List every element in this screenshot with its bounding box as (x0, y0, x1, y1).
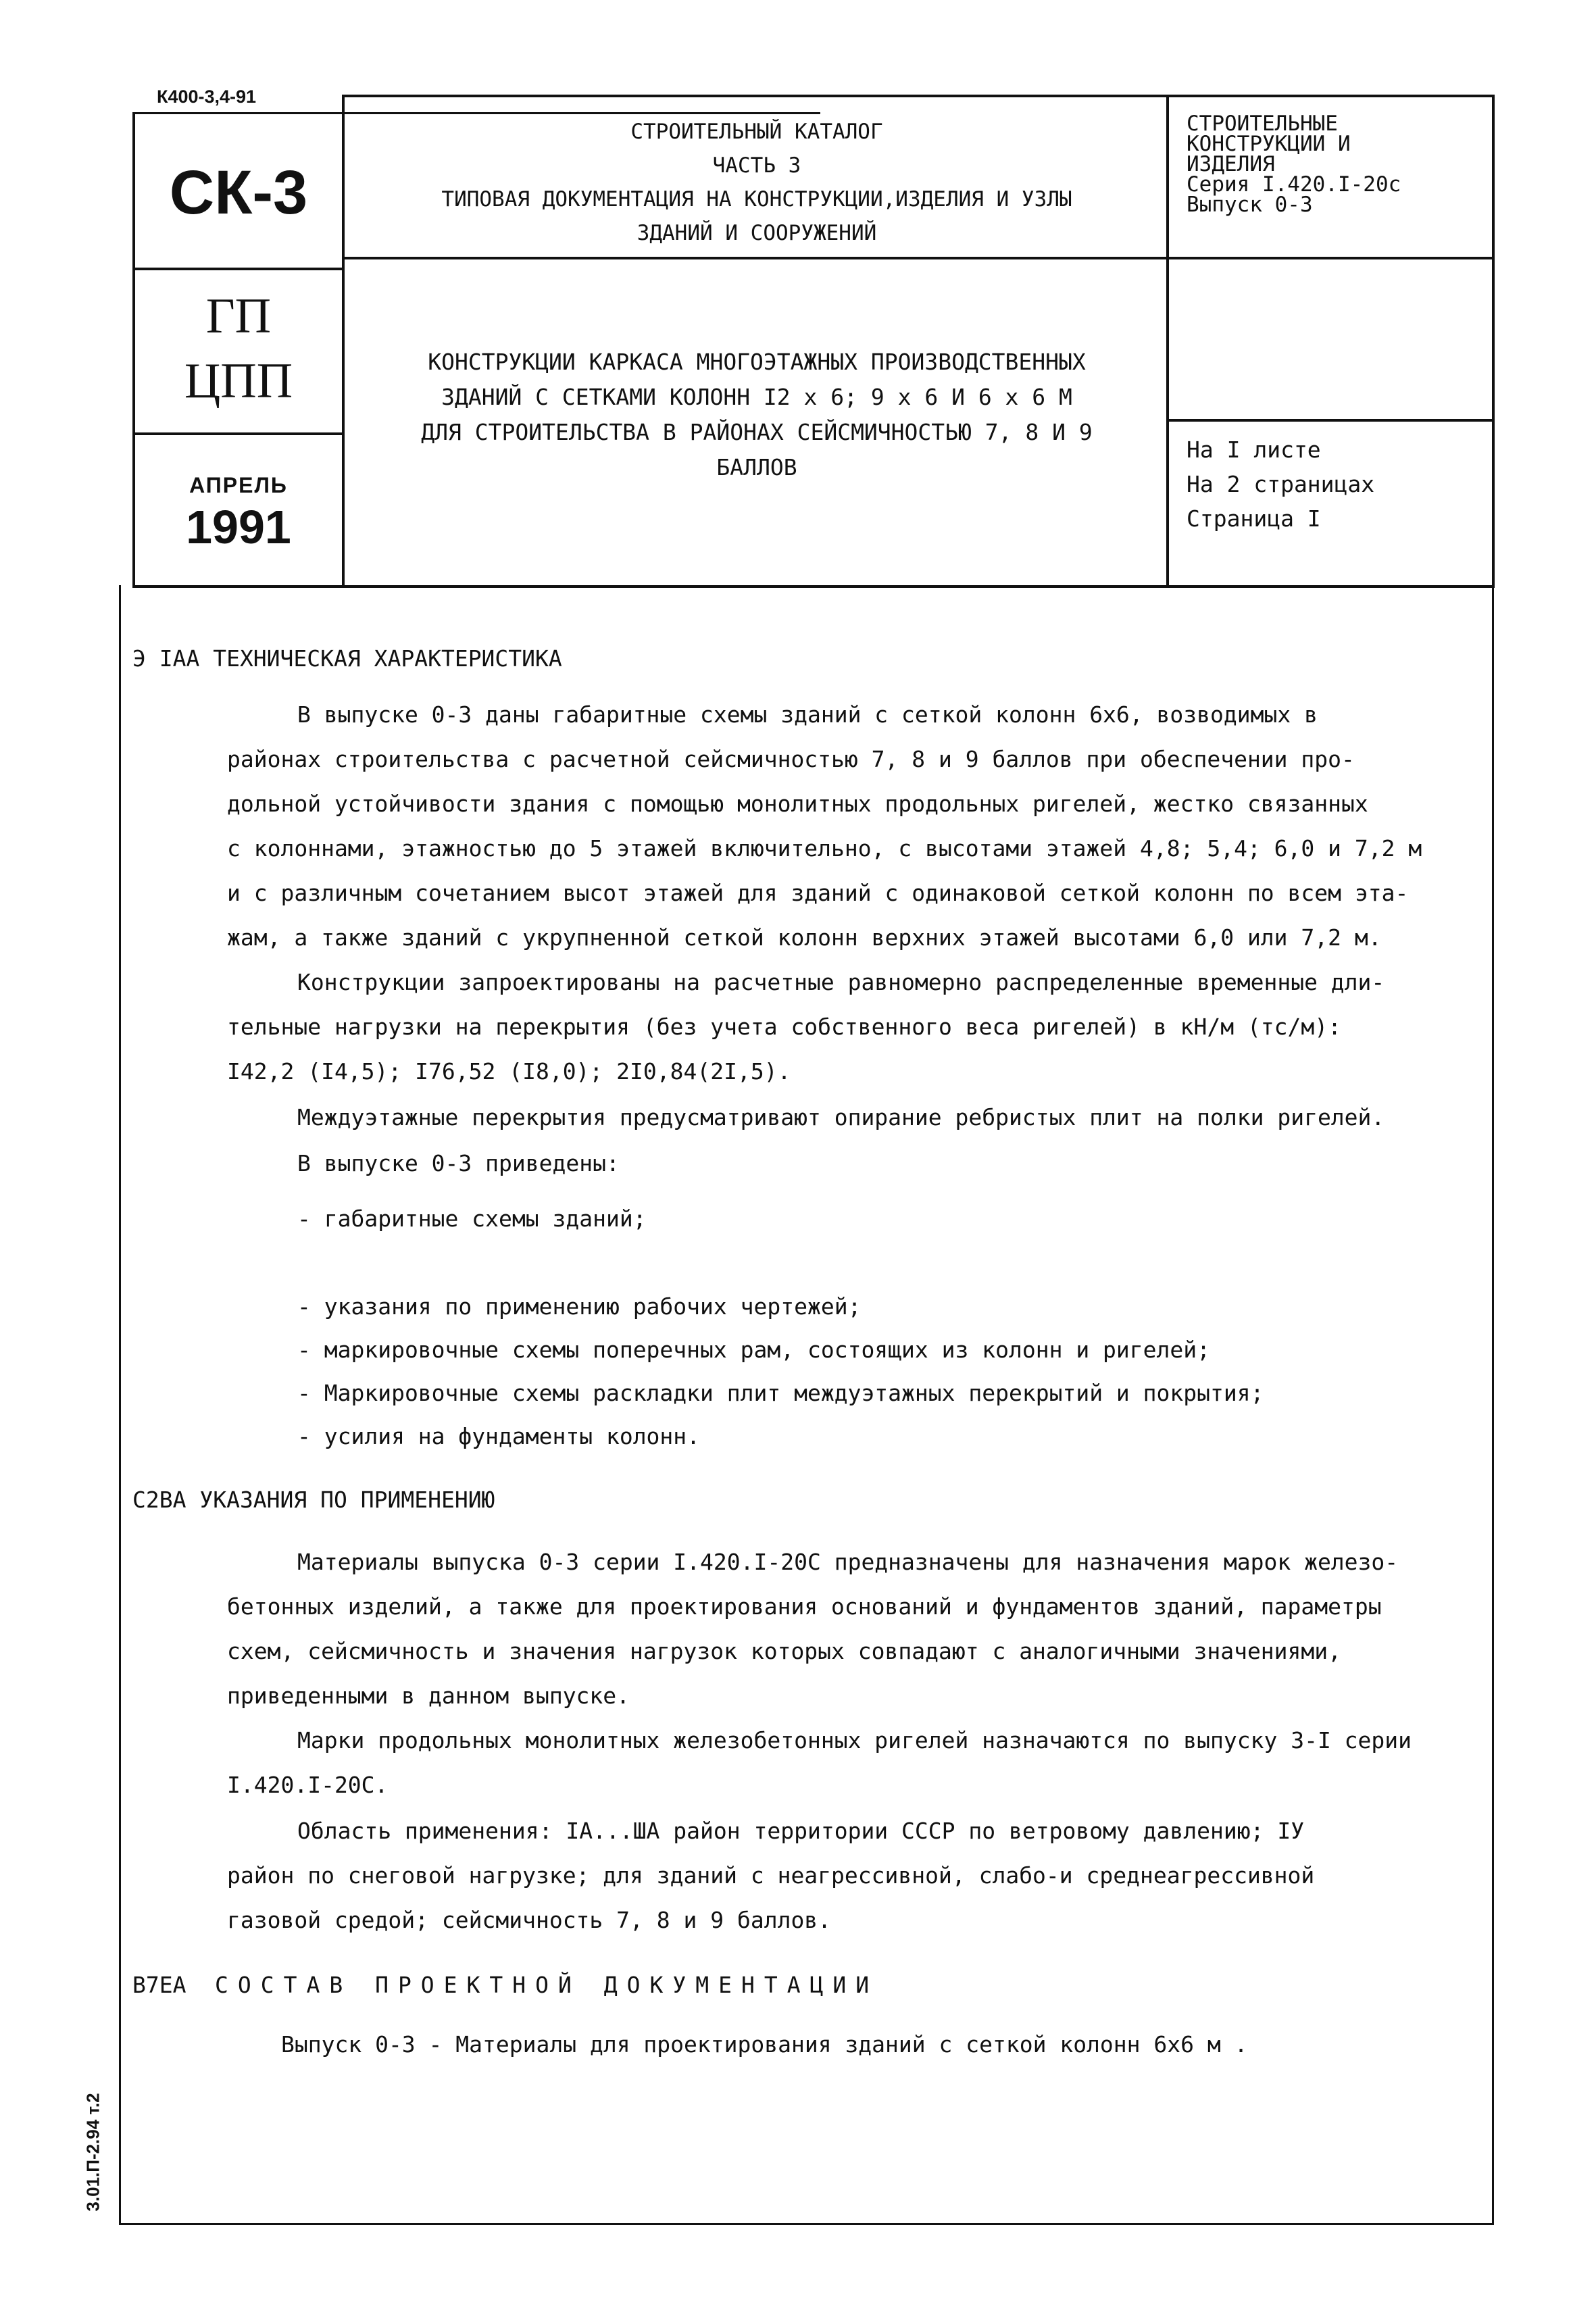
paragraph-line: район по снеговой нагрузке; для зданий с неагрессивной, слабо-и среднеагрессивной (227, 1862, 1315, 1889)
list-item: - усилия на фундаменты колонн. (297, 1423, 701, 1449)
paragraph-line: бетонных изделий, а также для проектирования оснований и фундаментов зданий, параметры (227, 1593, 1382, 1620)
paragraph-line: Междуэтажные перекрытия предусматривают опирание ребристых плит на полки ригелей. (297, 1104, 1385, 1130)
series-line: КОНСТРУКЦИИ И (1187, 132, 1351, 156)
paragraph-line: тельные нагрузки на перекрытия (без учета собственного веса ригелей) в кН/м (тс/м): (227, 1014, 1342, 1040)
sheet-line: На I листе (1187, 437, 1321, 463)
organization-line: ЦПП (184, 353, 293, 409)
section-title-technical: Э IАА ТЕХНИЧЕСКАЯ ХАРАКТЕРИСТИКА (132, 645, 562, 672)
section-title-usage: С2ВА УКАЗАНИЯ ПО ПРИМЕНЕНИЮ (132, 1487, 495, 1513)
paragraph-line: Марки продольных монолитных железобетонных ригелей назначаются по выпуску 3-I серии (297, 1727, 1412, 1753)
paragraph-line: районах строительства с расчетной сейсмичностью 7, 8 и 9 баллов при обеспечении про- (227, 746, 1355, 772)
catalog-line: ТИПОВАЯ ДОКУМЕНТАЦИЯ НА КОНСТРУКЦИИ,ИЗДЕЛИЯ И УЗЛЫ (441, 187, 1072, 211)
catalog-line: ЧАСТЬ 3 (712, 153, 801, 178)
document-reference-code: К400-3,4-91 (157, 86, 257, 107)
list-item: - маркировочные схемы поперечных рам, состоящих из колонн и ригелей; (297, 1337, 1211, 1363)
series-line: Выпуск 0-3 (1187, 193, 1313, 217)
sheet-info (1187, 432, 1374, 536)
catalog-line: СТРОИТЕЛЬНЫЙ КАТАЛОГ (630, 120, 883, 144)
organization-line: ГП (205, 289, 272, 344)
frame-line (132, 112, 820, 114)
catalog-code: СК-3 (169, 157, 308, 227)
list-item: - Маркировочные схемы раскладки плит междуэтажных перекрытий и покрытия; (297, 1380, 1264, 1406)
paragraph-line: с колоннами, этажностью до 5 этажей включительно, с высотами этажей 4,8; 5,4; 6,0 и 7,2 м (227, 835, 1422, 862)
series-line: СТРОИТЕЛЬНЫЕ (1187, 111, 1338, 136)
paragraph-line: Выпуск 0-3 - Материалы для проектирования зданий с сеткой колонн 6х6 м . (281, 2031, 1248, 2058)
section-code-composition: В7ЕА (132, 1972, 186, 1998)
list-item: - габаритные схемы зданий; (297, 1205, 647, 1232)
paragraph-line: В выпуске 0-3 даны габаритные схемы зданий с сеткой колонн 6х6, возводимых в (297, 701, 1318, 728)
frame-line (1492, 585, 1494, 2224)
series-line: Серия I.420.I-20с (1187, 172, 1401, 197)
paragraph-line: газовой средой; сейсмичность 7, 8 и 9 баллов. (227, 1907, 832, 1933)
paragraph-line: и с различным сочетанием высот этажей для зданий с одинаковой сеткой колонн по всем эта- (227, 880, 1409, 906)
frame-line (119, 585, 121, 2224)
series-info (1187, 111, 1401, 217)
frame-line (1492, 95, 1495, 588)
catalog-line: ЗДАНИЙ И СООРУЖЕНИЙ (637, 221, 877, 245)
series-line: ИЗДЕЛИЯ (1187, 152, 1275, 176)
side-stamp (80, 2061, 107, 2243)
paragraph-line: Конструкции запроектированы на расчетные равномерно распределенные временные дли- (297, 969, 1385, 995)
title-line: КОНСТРУКЦИИ КАРКАСА МНОГОЭТАЖНЫХ ПРОИЗВОДСТВЕННЫХ (428, 349, 1086, 375)
frame-line (1166, 419, 1495, 422)
paragraph-line: жам, а также зданий с укрупненной сеткой колонн верхних этажей высотами 6,0 или 7,2 м. (227, 924, 1382, 951)
side-stamp-text: 3.01.П-2.94 т.2 (82, 2093, 103, 2212)
paragraph-line: схем, сейсмичность и значения нагрузок которых совпадают с аналогичными значениями, (227, 1638, 1342, 1664)
organization-block (135, 284, 342, 414)
issue-year: 1991 (186, 501, 291, 553)
document-title (345, 345, 1169, 485)
frame-line (132, 585, 1495, 588)
frame-line (342, 257, 1495, 259)
paragraph-line: дольной устойчивости здания с помощью монолитных продольных ригелей, жестко связанных (227, 791, 1368, 817)
issue-month: АПРЕЛЬ (189, 473, 288, 497)
paragraph-line: В выпуске 0-3 приведены: (297, 1150, 620, 1176)
paragraph-line: Область применения: IА...ША район территории СССР по ветровому давлению; IУ (297, 1818, 1305, 1844)
paragraph-line: приведенными в данном выпуске. (227, 1683, 630, 1709)
paragraph-line: I42,2 (I4,5); I76,52 (I8,0); 2I0,84(2I,5). (227, 1058, 791, 1085)
frame-line (342, 95, 1495, 97)
title-line: БАЛЛОВ (716, 454, 797, 480)
paragraph-line: I.420.I-20С. (227, 1772, 389, 1798)
frame-line (132, 432, 345, 435)
title-line: ДЛЯ СТРОИТЕЛЬСТВА В РАЙОНАХ СЕЙСМИЧНОСТЬЮ 7, 8 И 9 (421, 419, 1093, 445)
sheet-line: На 2 страницах (1187, 471, 1375, 497)
title-line: ЗДАНИЙ С СЕТКАМИ КОЛОНН I2 x 6; 9 x 6 И 6 x 6 М (441, 384, 1072, 410)
section-title-composition: СОСТАВ ПРОЕКТНОЙ ДОКУМЕНТАЦИИ (215, 1972, 879, 1998)
list-item: - указания по применению рабочих чертежей; (297, 1293, 862, 1320)
sheet-line: Страница I (1187, 505, 1321, 532)
frame-line (119, 2223, 1494, 2225)
frame-line (132, 268, 345, 270)
catalog-heading (345, 115, 1169, 250)
paragraph-line: Материалы выпуска 0-3 серии I.420.I-20С предназначены для назначения марок железо- (297, 1549, 1399, 1575)
